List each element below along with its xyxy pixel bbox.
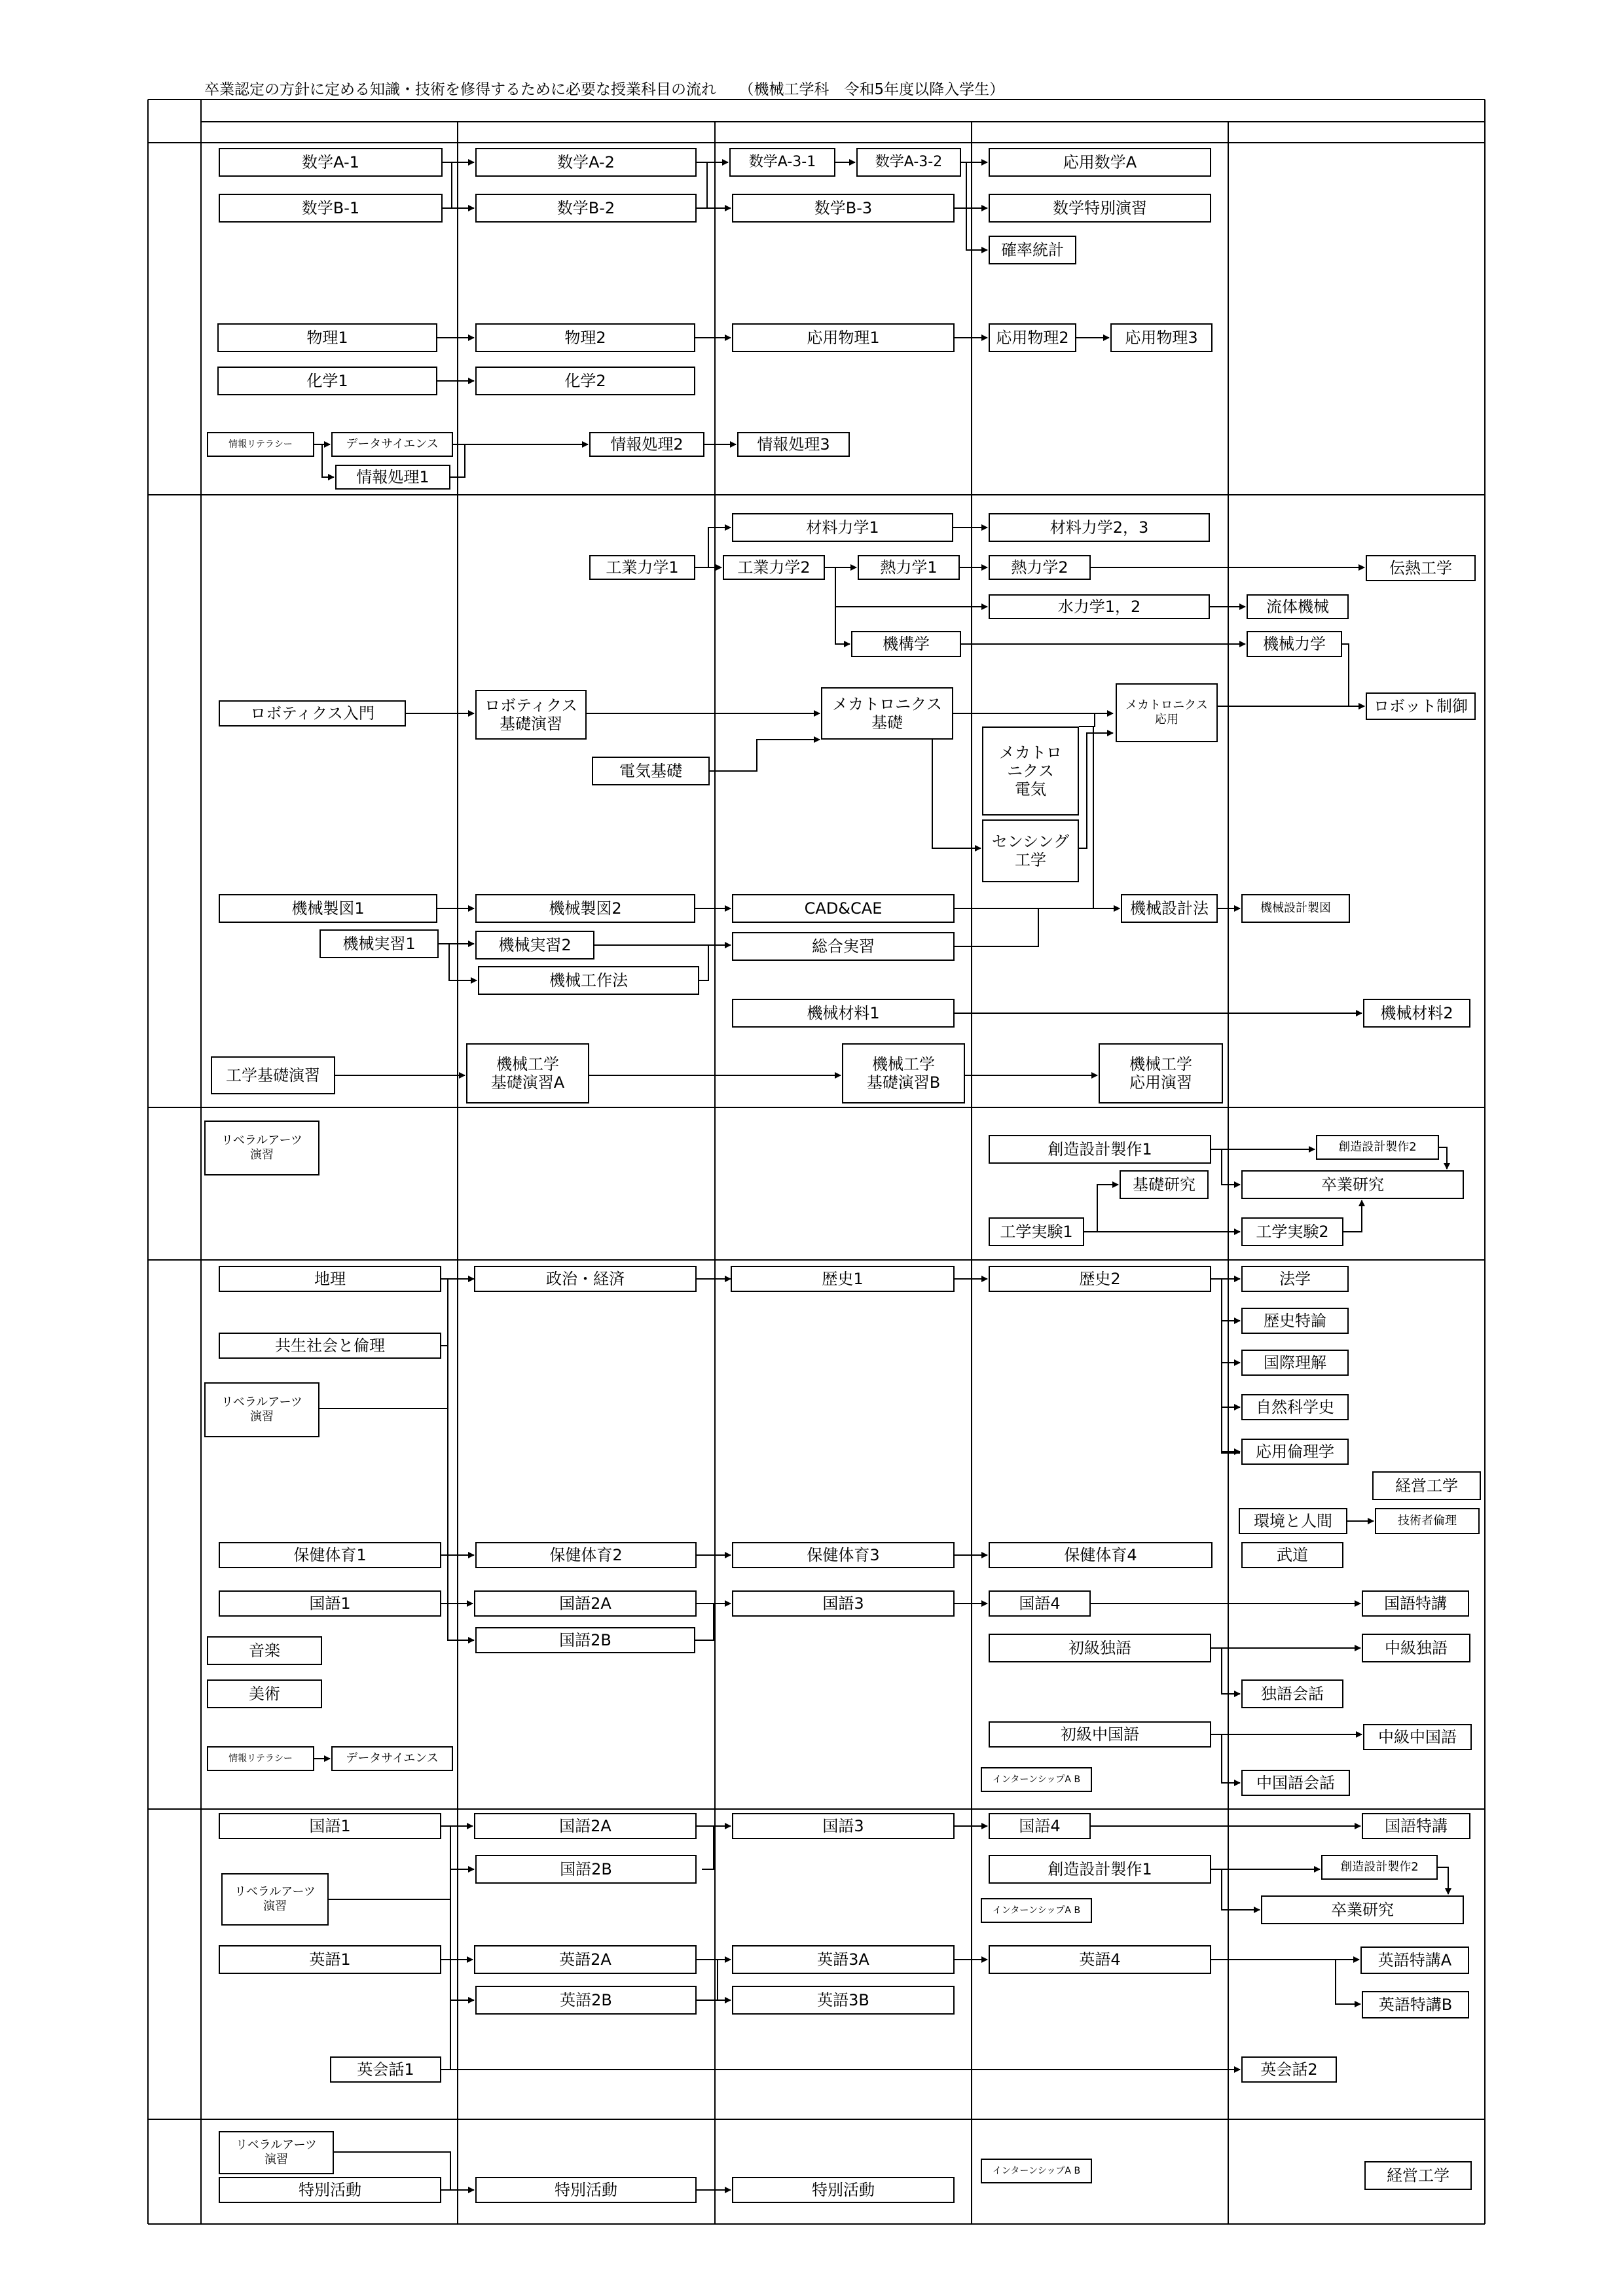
course-e-eng2a: 英語2A	[474, 1945, 697, 1974]
course-e-eng1: 英語1	[219, 1945, 441, 1974]
course-d-liberal: リベラルアーツ 演習	[204, 1382, 319, 1437]
course-a-phys2: 物理2	[475, 323, 695, 352]
course-b-practice2: 機械実習2	[475, 931, 594, 960]
course-d-hist2: 歴史2	[989, 1266, 1211, 1292]
course-a-appphys2: 応用物理2	[989, 323, 1076, 352]
course-c-basic-research: 基礎研究	[1120, 1170, 1209, 1199]
course-d-env-human: 環境と人間	[1239, 1508, 1347, 1534]
course-d-intl: 国際理解	[1241, 1350, 1349, 1376]
course-d-jp2a: 国語2A	[474, 1590, 697, 1617]
course-b-elec-basic: 電気基礎	[592, 757, 710, 785]
course-a-math-b3: 数学B-3	[732, 194, 955, 223]
course-d-jp-special: 国語特講	[1362, 1590, 1469, 1617]
course-d-jp4: 国語4	[989, 1590, 1091, 1617]
course-b-mech-basic-a: 機械工学 基礎演習A	[466, 1043, 589, 1103]
course-b-robotics-intro: ロボティクス入門	[219, 700, 406, 726]
course-b-mecha-app: メカトロニクス 応用	[1116, 683, 1218, 742]
course-e-eng-spa: 英語特講A	[1360, 1946, 1469, 1974]
course-b-mech-applied: 機械工学 応用演習	[1099, 1043, 1223, 1103]
course-d-law: 法学	[1241, 1266, 1349, 1292]
course-d-coexist: 共生社会と倫理	[219, 1333, 441, 1359]
course-a-applied-math-a: 応用数学A	[989, 148, 1211, 177]
course-a-appphys1: 応用物理1	[732, 323, 955, 352]
course-a-math-b2: 数学B-2	[475, 194, 697, 223]
course-d-hist-special: 歴史特論	[1241, 1308, 1349, 1334]
course-e-jp2a: 国語2A	[474, 1813, 697, 1839]
course-c-creative2: 創造設計製作2	[1316, 1135, 1439, 1160]
course-e-jp-special: 国語特講	[1362, 1813, 1470, 1839]
course-a-chem2: 化学2	[475, 367, 695, 395]
course-d-jp1: 国語1	[219, 1590, 441, 1617]
course-a-info1: 情報処理1	[335, 465, 450, 490]
course-d-chi-conv: 中国語会話	[1241, 1770, 1350, 1796]
course-d-pe4: 保健体育4	[989, 1542, 1213, 1568]
course-b-mech-basic-b: 機械工学 基礎演習B	[842, 1043, 965, 1103]
course-e-conv1: 英会話1	[330, 2056, 441, 2083]
course-b-comp-practice: 総合実習	[732, 932, 955, 961]
course-c-thesis: 卒業研究	[1241, 1170, 1464, 1199]
course-d-jp2b: 国語2B	[475, 1627, 695, 1653]
course-b-eng-basic-ex: 工学基礎演習	[211, 1056, 335, 1094]
course-d-chi-mid: 中級中国語	[1363, 1724, 1472, 1750]
course-b-fluid-mach: 流体機械	[1247, 594, 1349, 619]
page-title: 卒業認定の方針に定める知識・技術を修得するために必要な授業科目の流れ （機械工学科 令和5年度以降入学生）	[204, 81, 1005, 98]
course-b-mecha-basic: メカトロニクス 基礎	[821, 687, 953, 740]
course-b-sensing: センシング 工学	[982, 819, 1079, 882]
course-a-math-a1: 数学A-1	[219, 148, 443, 177]
course-b-practice1: 機械実習1	[319, 929, 439, 958]
course-a-chem1: 化学1	[217, 367, 437, 395]
course-b-hydraulics: 水力学1，2	[989, 594, 1210, 619]
course-b-cad: CAD&CAE	[732, 894, 955, 923]
course-c-exp2: 工学実験2	[1241, 1217, 1343, 1246]
course-b-ind-mech2: 工業力学2	[723, 555, 825, 580]
course-a-phys1: 物理1	[217, 323, 437, 352]
course-f-special2: 特別活動	[475, 2177, 697, 2203]
course-e-intern: インターンシップA B	[981, 1898, 1092, 1923]
course-d-geo: 地理	[219, 1266, 441, 1292]
course-d-pe3: 保健体育3	[732, 1542, 955, 1568]
course-d-intern: インターンシップA B	[981, 1767, 1092, 1792]
course-b-machining: 機械工作法	[478, 966, 699, 995]
course-a-math-b1: 数学B-1	[219, 194, 443, 223]
course-b-drawing2: 機械製図2	[475, 894, 695, 923]
course-e-jp1: 国語1	[219, 1813, 441, 1839]
course-e-eng3b: 英語3B	[732, 1986, 955, 2015]
course-d-chi-basic: 初級中国語	[989, 1721, 1211, 1748]
course-b-ind-mech1: 工業力学1	[589, 555, 695, 580]
course-d-ger-basic: 初級独語	[989, 1634, 1211, 1662]
course-e-eng2b: 英語2B	[475, 1986, 697, 2015]
course-b-heat: 伝熱工学	[1366, 555, 1476, 581]
course-b-mech-dyn: 機械力学	[1247, 631, 1342, 657]
course-a-math-a2: 数学A-2	[475, 148, 697, 177]
course-a-data-sci: データサイエンス	[331, 432, 453, 457]
course-f-special3: 特別活動	[732, 2177, 955, 2203]
course-d-nat-hist: 自然科学史	[1241, 1394, 1349, 1420]
course-d-app-ethics: 応用倫理学	[1241, 1439, 1349, 1465]
course-e-jp4: 国語4	[989, 1813, 1091, 1839]
course-d-pol-eco: 政治・経済	[474, 1266, 697, 1292]
course-b-drawing1: 機械製図1	[219, 894, 437, 923]
course-a-math-a31: 数学A-3-1	[729, 148, 835, 177]
course-b-mecha-elec: メカトロ ニクス 電気	[982, 726, 1079, 816]
course-e-jp2b: 国語2B	[475, 1855, 697, 1884]
course-a-info3: 情報処理3	[737, 432, 850, 457]
course-a-math-special: 数学特別演習	[989, 194, 1211, 223]
course-f-mgmt: 経営工学	[1364, 2161, 1472, 2190]
course-d-pe1: 保健体育1	[219, 1542, 441, 1568]
course-c-creative1: 創造設計製作1	[989, 1135, 1211, 1164]
course-f-liberal: リベラルアーツ 演習	[219, 2131, 334, 2174]
course-f-special1: 特別活動	[219, 2177, 441, 2203]
course-b-mat-mech1: 材料力学1	[732, 513, 953, 542]
course-e-jp3: 国語3	[732, 1813, 955, 1839]
course-d-pe2: 保健体育2	[475, 1542, 697, 1568]
course-b-robotics-ex: ロボティクス 基礎演習	[475, 690, 587, 740]
course-c-liberal: リベラルアーツ 演習	[204, 1121, 319, 1175]
course-e-eng4: 英語4	[989, 1945, 1211, 1974]
course-b-design-draw: 機械設計製図	[1241, 894, 1350, 923]
course-e-eng3a: 英語3A	[732, 1945, 955, 1974]
course-b-mat-mech23: 材料力学2，3	[989, 513, 1210, 542]
course-d-ger-mid: 中級独語	[1362, 1634, 1470, 1662]
course-b-thermo1: 熱力学1	[858, 555, 960, 580]
course-c-exp1: 工学実験1	[989, 1217, 1084, 1246]
course-a-info2: 情報処理2	[589, 432, 704, 457]
course-b-mechanism: 機構学	[851, 631, 961, 657]
course-d-jp3: 国語3	[732, 1590, 955, 1617]
course-e-liberal: リベラルアーツ 演習	[221, 1873, 329, 1926]
course-d-mgmt-eng: 経営工学	[1372, 1471, 1481, 1500]
course-d-data-sci: データサイエンス	[331, 1746, 453, 1771]
course-d-hist1: 歴史1	[731, 1266, 955, 1292]
course-a-probability: 確率統計	[989, 236, 1076, 264]
course-e-creative1: 創造設計製作1	[989, 1855, 1211, 1884]
course-a-math-a32: 数学A-3-2	[856, 148, 961, 177]
course-e-thesis: 卒業研究	[1261, 1895, 1464, 1924]
course-d-eng-ethics: 技術者倫理	[1375, 1508, 1480, 1534]
course-b-materials1: 機械材料1	[732, 999, 955, 1028]
course-e-conv2: 英会話2	[1241, 2056, 1337, 2083]
course-b-materials2: 機械材料2	[1363, 999, 1470, 1028]
course-d-info-lit: 情報リテラシー	[207, 1746, 314, 1771]
course-e-creative2: 創造設計製作2	[1321, 1855, 1438, 1880]
course-a-info-lit: 情報リテラシー	[207, 432, 314, 457]
course-d-art: 美術	[207, 1679, 322, 1708]
course-a-appphys3: 応用物理3	[1110, 323, 1213, 352]
course-d-music: 音楽	[207, 1636, 322, 1665]
course-d-budo: 武道	[1241, 1542, 1343, 1568]
course-e-eng-spb: 英語特講B	[1362, 1991, 1469, 2018]
course-b-thermo2: 熱力学2	[989, 555, 1091, 580]
course-f-intern: インターンシップA B	[981, 2159, 1092, 2183]
course-b-design: 機械設計法	[1121, 894, 1218, 923]
course-b-robot-ctrl: ロボット制御	[1366, 692, 1476, 720]
course-d-ger-conv: 独語会話	[1241, 1679, 1343, 1708]
